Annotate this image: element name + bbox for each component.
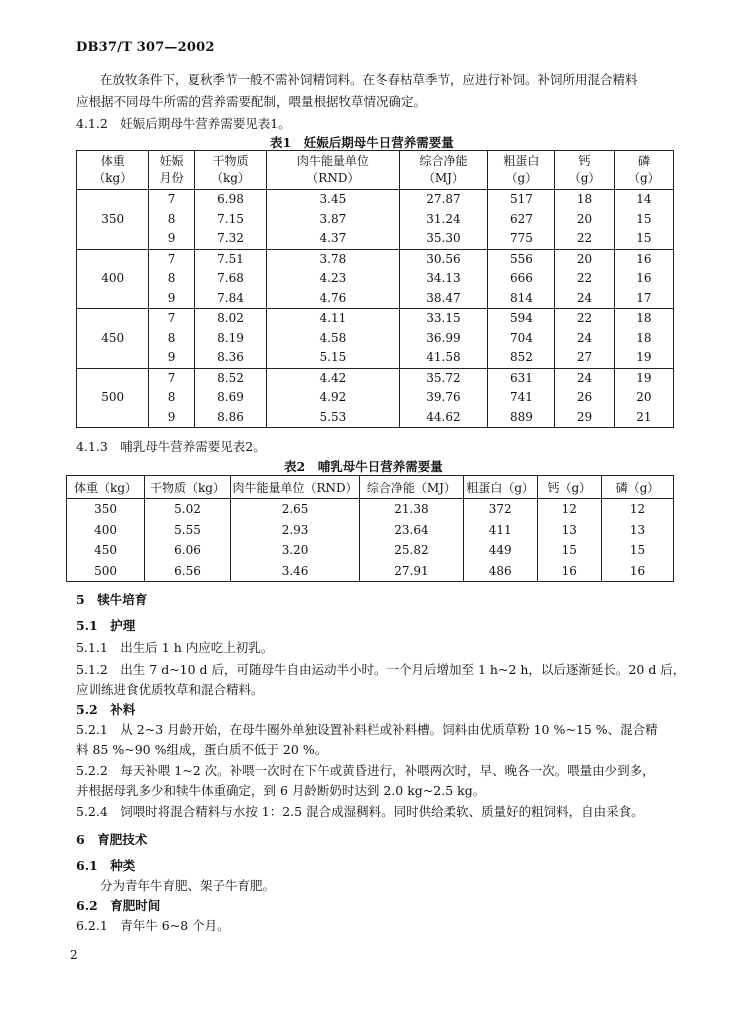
table1-cell: 30.56 bbox=[399, 249, 488, 269]
table1-cell: 7.15 bbox=[194, 210, 266, 230]
table1-cell: 21 bbox=[614, 408, 673, 428]
table1-row bbox=[77, 408, 674, 428]
section-6-1-heading: 6.1 种类 bbox=[76, 858, 136, 873]
table1-cell: 4.11 bbox=[267, 309, 399, 329]
clause-5-1-2-line-1: 5.1.2 出生 7 d~10 d 后，可随母牛自由运动半小时。一个月后增加至 1 h~2 h，以后逐渐延长。20 d 后， bbox=[76, 662, 686, 677]
clause-4-1-3: 4.1.3 哺乳母牛营养需要见表2。 bbox=[76, 439, 266, 454]
table2-header-crude-protein: 粗蛋白（g） bbox=[463, 476, 537, 499]
table2-cell: 372 bbox=[463, 499, 537, 520]
table2-cell: 21.38 bbox=[360, 499, 464, 520]
table2-row bbox=[67, 520, 674, 541]
table1-cell: 7.32 bbox=[194, 229, 266, 249]
table1-row bbox=[77, 289, 674, 309]
table2-cell: 15 bbox=[601, 540, 673, 561]
table1-cell: 22 bbox=[555, 229, 614, 249]
table2-header-rnd: 肉牛能量单位（RND） bbox=[230, 476, 359, 499]
table2-header-phosphorus: 磷（g） bbox=[601, 476, 673, 499]
table1-weight-cell: 450 bbox=[77, 309, 149, 369]
intro-paragraph-line-1: 在放牧条件下，夏秋季节一般不需补饲精饲料。在冬春枯草季节，应进行补饲。补饲所用混合精料 bbox=[100, 72, 638, 87]
section-5-2-heading: 5.2 补料 bbox=[76, 702, 136, 717]
table2-cell: 2.65 bbox=[230, 499, 359, 520]
table1-cell: 9 bbox=[149, 229, 194, 249]
table1-cell: 9 bbox=[149, 348, 194, 368]
table1-cell: 34.13 bbox=[399, 269, 488, 289]
table1-cell: 15 bbox=[614, 210, 673, 230]
table1-cell: 6.98 bbox=[194, 190, 266, 210]
table1-cell: 666 bbox=[488, 269, 555, 289]
table1-cell: 8.36 bbox=[194, 348, 266, 368]
table1-weight-cell: 350 bbox=[77, 190, 149, 250]
table1-row bbox=[77, 388, 674, 408]
table2-cell: 12 bbox=[601, 499, 673, 520]
table2-cell: 15 bbox=[537, 540, 601, 561]
clause-5-2-2-line-1: 5.2.2 每天补喂 1~2 次。补喂一次时在下午或黄昏进行，补喂两次时，早、晚各一次。喂量由少到多， bbox=[76, 763, 655, 778]
clause-6-2-1: 6.2.1 青年牛 6~8 个月。 bbox=[76, 918, 230, 933]
table1-cell: 889 bbox=[488, 408, 555, 428]
table1-row bbox=[77, 229, 674, 249]
table1-cell: 8 bbox=[149, 210, 194, 230]
table1-cell: 18 bbox=[555, 190, 614, 210]
table1-cell: 8.19 bbox=[194, 329, 266, 349]
intro-paragraph-line-2: 应根据不同母牛所需的营养需要配制，喂量根据牧草情况确定。 bbox=[76, 94, 427, 109]
section-5-1-heading: 5.1 护理 bbox=[76, 618, 136, 633]
table1-cell: 24 bbox=[555, 368, 614, 388]
table1-cell: 33.15 bbox=[399, 309, 488, 329]
document-header: DB37/T 307—2002 bbox=[76, 40, 215, 55]
table1-cell: 8.52 bbox=[194, 368, 266, 388]
table2-row bbox=[67, 540, 674, 561]
table2-cell: 3.20 bbox=[230, 540, 359, 561]
table2-cell: 450 bbox=[67, 540, 145, 561]
table1-header-crude-protein: 粗蛋白 （g） bbox=[488, 151, 555, 190]
table1-cell: 631 bbox=[488, 368, 555, 388]
table1-cell: 18 bbox=[614, 329, 673, 349]
table2-header-row bbox=[67, 476, 674, 499]
table1-cell: 4.42 bbox=[267, 368, 399, 388]
table2-header-calcium: 钙（g） bbox=[537, 476, 601, 499]
table1-cell: 594 bbox=[488, 309, 555, 329]
table1-cell: 22 bbox=[555, 269, 614, 289]
table1-cell: 775 bbox=[488, 229, 555, 249]
clause-5-1-1: 5.1.1 出生后 1 h 内应吃上初乳。 bbox=[76, 640, 274, 655]
table1-cell: 20 bbox=[555, 249, 614, 269]
table1-cell: 35.72 bbox=[399, 368, 488, 388]
table2-row bbox=[67, 499, 674, 520]
table1-cell: 4.23 bbox=[267, 269, 399, 289]
table2-cell: 486 bbox=[463, 561, 537, 582]
table1-cell: 3.45 bbox=[267, 190, 399, 210]
table1-cell: 704 bbox=[488, 329, 555, 349]
table1-cell: 814 bbox=[488, 289, 555, 309]
table2-cell: 13 bbox=[537, 520, 601, 541]
table1-cell: 7 bbox=[149, 249, 194, 269]
table1-cell: 7 bbox=[149, 368, 194, 388]
table2-header-net-energy: 综合净能（MJ） bbox=[360, 476, 464, 499]
table1-cell: 517 bbox=[488, 190, 555, 210]
table1-weight-cell: 400 bbox=[77, 249, 149, 309]
table1-cell: 24 bbox=[555, 289, 614, 309]
table1-header-rnd: 肉牛能量单位 （RND） bbox=[267, 151, 399, 190]
table2 bbox=[66, 475, 674, 582]
table1-cell: 5.53 bbox=[267, 408, 399, 428]
table2-cell: 411 bbox=[463, 520, 537, 541]
table2-cell: 6.56 bbox=[145, 561, 231, 582]
clause-5-2-4: 5.2.4 饲喂时将混合精料与水按 1：2.5 混合成湿稠料。同时供给柔软、质量好的粗饲料，自由采食。 bbox=[76, 804, 644, 819]
table2-cell: 449 bbox=[463, 540, 537, 561]
table1-cell: 27.87 bbox=[399, 190, 488, 210]
table2-cell: 5.55 bbox=[145, 520, 231, 541]
table1-cell: 36.99 bbox=[399, 329, 488, 349]
table1-cell: 4.37 bbox=[267, 229, 399, 249]
table1-cell: 17 bbox=[614, 289, 673, 309]
table2-cell: 25.82 bbox=[360, 540, 464, 561]
table1-cell: 7 bbox=[149, 309, 194, 329]
clause-5-1-2-line-2: 应训练进食优质牧草和混合精料。 bbox=[76, 682, 264, 697]
table1-caption: 表1 妊娠后期母牛日营养需要量 bbox=[270, 135, 454, 150]
clause-5-2-2-line-2: 并根据母乳多少和犊牛体重确定，到 6 月龄断奶时达到 2.0 kg~2.5 kg。 bbox=[76, 783, 486, 798]
table2-cell: 500 bbox=[67, 561, 145, 582]
table2-cell: 6.06 bbox=[145, 540, 231, 561]
table1-cell: 9 bbox=[149, 289, 194, 309]
clause-6-1-text: 分为青年牛育肥、架子牛育肥。 bbox=[100, 878, 276, 893]
table1-cell: 16 bbox=[614, 249, 673, 269]
table2-caption: 表2 哺乳母牛日营养需要量 bbox=[284, 459, 443, 474]
table1-row bbox=[77, 249, 674, 269]
table1-cell: 7.68 bbox=[194, 269, 266, 289]
table1-cell: 556 bbox=[488, 249, 555, 269]
section-6-heading: 6 育肥技术 bbox=[76, 832, 148, 847]
table1-cell: 24 bbox=[555, 329, 614, 349]
table1-cell: 741 bbox=[488, 388, 555, 408]
table1-cell: 8.86 bbox=[194, 408, 266, 428]
table1-header-phosphorus: 磷 （g） bbox=[614, 151, 673, 190]
table1-cell: 41.58 bbox=[399, 348, 488, 368]
table1-cell: 9 bbox=[149, 408, 194, 428]
clause-5-2-1-line-2: 料 85 %~90 %组成，蛋白质不低于 20 %。 bbox=[76, 742, 328, 757]
table1-cell: 7.51 bbox=[194, 249, 266, 269]
table1-cell: 8 bbox=[149, 329, 194, 349]
table1-cell: 852 bbox=[488, 348, 555, 368]
table1-header-dry-matter: 干物质 （kg） bbox=[194, 151, 266, 190]
table2-cell: 3.46 bbox=[230, 561, 359, 582]
table1-cell: 29 bbox=[555, 408, 614, 428]
table1-cell: 7 bbox=[149, 190, 194, 210]
page-number: 2 bbox=[70, 948, 78, 962]
table1-row bbox=[77, 329, 674, 349]
section-6-2-heading: 6.2 育肥时间 bbox=[76, 898, 161, 913]
table2-cell: 16 bbox=[601, 561, 673, 582]
table1-row bbox=[77, 348, 674, 368]
table1-cell: 38.47 bbox=[399, 289, 488, 309]
table1-cell: 3.87 bbox=[267, 210, 399, 230]
table2-cell: 12 bbox=[537, 499, 601, 520]
table1-header-calcium: 钙 （g） bbox=[555, 151, 614, 190]
table1-cell: 18 bbox=[614, 309, 673, 329]
table1-header-weight: 体重 （kg） bbox=[77, 151, 149, 190]
table1-row bbox=[77, 210, 674, 230]
table2-cell: 13 bbox=[601, 520, 673, 541]
table1-cell: 8.69 bbox=[194, 388, 266, 408]
table2-cell: 23.64 bbox=[360, 520, 464, 541]
table1-cell: 31.24 bbox=[399, 210, 488, 230]
table2-cell: 400 bbox=[67, 520, 145, 541]
table1-cell: 19 bbox=[614, 368, 673, 388]
table2-cell: 350 bbox=[67, 499, 145, 520]
table1-cell: 19 bbox=[614, 348, 673, 368]
table1-header-net-energy: 综合净能 （MJ） bbox=[399, 151, 488, 190]
table1-cell: 4.76 bbox=[267, 289, 399, 309]
table1-row bbox=[77, 269, 674, 289]
table1-row bbox=[77, 190, 674, 210]
table1-row bbox=[77, 309, 674, 329]
table1-cell: 14 bbox=[614, 190, 673, 210]
table1-cell: 4.58 bbox=[267, 329, 399, 349]
table1 bbox=[76, 150, 674, 428]
table1-cell: 8.02 bbox=[194, 309, 266, 329]
table2-cell: 2.93 bbox=[230, 520, 359, 541]
table2-header-dry-matter: 干物质（kg） bbox=[145, 476, 231, 499]
table2-row bbox=[67, 561, 674, 582]
table1-header-row bbox=[77, 151, 674, 190]
table1-cell: 5.15 bbox=[267, 348, 399, 368]
table1-cell: 27 bbox=[555, 348, 614, 368]
table1-cell: 16 bbox=[614, 269, 673, 289]
table1-cell: 15 bbox=[614, 229, 673, 249]
table1-cell: 8 bbox=[149, 269, 194, 289]
table1-header-month: 妊娠 月份 bbox=[149, 151, 194, 190]
table2-cell: 27.91 bbox=[360, 561, 464, 582]
table1-weight-cell: 500 bbox=[77, 368, 149, 428]
table1-row bbox=[77, 368, 674, 388]
table1-cell: 35.30 bbox=[399, 229, 488, 249]
table1-cell: 627 bbox=[488, 210, 555, 230]
table2-cell: 16 bbox=[537, 561, 601, 582]
table1-cell: 7.84 bbox=[194, 289, 266, 309]
clause-4-1-2: 4.1.2 妊娠后期母牛营养需要见表1。 bbox=[76, 116, 291, 131]
table2-header-weight: 体重（kg） bbox=[67, 476, 145, 499]
table1-cell: 39.76 bbox=[399, 388, 488, 408]
table1-cell: 4.92 bbox=[267, 388, 399, 408]
clause-5-2-1-line-1: 5.2.1 从 2~3 月龄开始，在母牛圈外单独设置补料栏或补料槽。饲料由优质草粉 10 %~15 %、混合精 bbox=[76, 722, 658, 737]
table1-cell: 20 bbox=[614, 388, 673, 408]
table1-cell: 3.78 bbox=[267, 249, 399, 269]
table1-cell: 22 bbox=[555, 309, 614, 329]
table1-cell: 44.62 bbox=[399, 408, 488, 428]
table1-cell: 8 bbox=[149, 388, 194, 408]
section-5-heading: 5 犊牛培育 bbox=[76, 592, 148, 607]
table1-cell: 20 bbox=[555, 210, 614, 230]
table1-cell: 26 bbox=[555, 388, 614, 408]
table2-cell: 5.02 bbox=[145, 499, 231, 520]
